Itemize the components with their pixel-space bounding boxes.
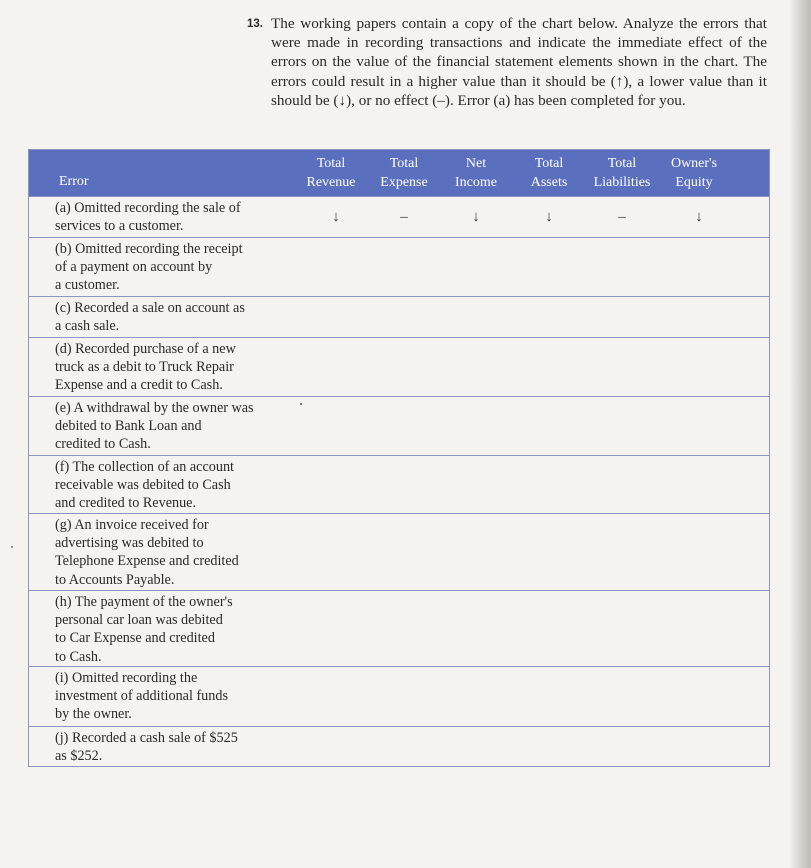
effect-total-liabilities: – xyxy=(618,209,626,225)
effect-total-revenue: ↓ xyxy=(332,209,340,225)
header-net-income: Net Income xyxy=(455,156,497,190)
speck-mark xyxy=(11,546,13,548)
question-number: 13. xyxy=(247,18,263,30)
header-total-liabilities: Total Liabilities xyxy=(593,156,651,190)
header-total-expense: Total Expense xyxy=(380,156,428,190)
effect-owners-equity: ↓ xyxy=(695,209,703,225)
effect-total-assets: ↓ xyxy=(545,209,553,225)
header-total-revenue: Total Revenue xyxy=(306,156,356,190)
table-header xyxy=(29,150,769,196)
table-row-e xyxy=(29,396,769,455)
table-row-h xyxy=(29,590,769,666)
row-label: (f) The collection of an account receivable was debited to Cash and credited to Revenue. xyxy=(55,459,234,512)
header-error: Error xyxy=(59,174,89,189)
error-analysis-table xyxy=(28,149,770,767)
table-row-a xyxy=(29,196,769,237)
table-row-c xyxy=(29,296,769,337)
table-row-f xyxy=(29,455,769,513)
table-row-b xyxy=(29,237,769,296)
row-label: (h) The payment of the owner's personal car loan was debited to Car Expense and credited to Cash. xyxy=(55,594,233,665)
row-label: (e) A withdrawal by the owner was debited to Bank Loan and credited to Cash. xyxy=(55,400,254,453)
row-label: (g) An invoice received for advertising was debited to Telephone Expense and credited to Accounts Payable. xyxy=(55,517,239,588)
effect-net-income: ↓ xyxy=(472,209,480,225)
header-total-assets: Total Assets xyxy=(530,156,568,190)
header-owners-equity: Owner's Equity xyxy=(670,156,718,190)
table-row-i xyxy=(29,666,769,726)
table-row-g xyxy=(29,513,769,590)
table-row-d xyxy=(29,337,769,396)
speck-mark xyxy=(300,403,302,405)
row-label: (a) Omitted recording the sale of services to a customer. xyxy=(55,200,241,235)
row-label: (j) Recorded a cash sale of $525 as $252. xyxy=(55,730,238,765)
effect-total-expense: – xyxy=(400,209,408,225)
question-13 xyxy=(247,14,767,110)
row-label: (i) Omitted recording the investment of additional funds by the owner. xyxy=(55,670,228,723)
row-label: (c) Recorded a sale on account as a cash sale. xyxy=(55,300,245,335)
table-row-j xyxy=(29,726,769,767)
page-edge-shadow xyxy=(789,0,811,868)
row-label: (b) Omitted recording the receipt of a payment on account by a customer. xyxy=(55,241,243,294)
row-label: (d) Recorded purchase of a new truck as a debit to Truck Repair Expense and a credit to Cash. xyxy=(55,341,236,394)
question-text: The working papers contain a copy of the chart below. Analyze the errors that were made in recording transactions and indicate the immediate effect of the errors on the value of the financial statement elements shown in the chart. The errors could result in a higher value than it should be (↑), a lower value than it should be (↓), or no effect (–). Error (a) has been completed for you. xyxy=(271,15,767,109)
